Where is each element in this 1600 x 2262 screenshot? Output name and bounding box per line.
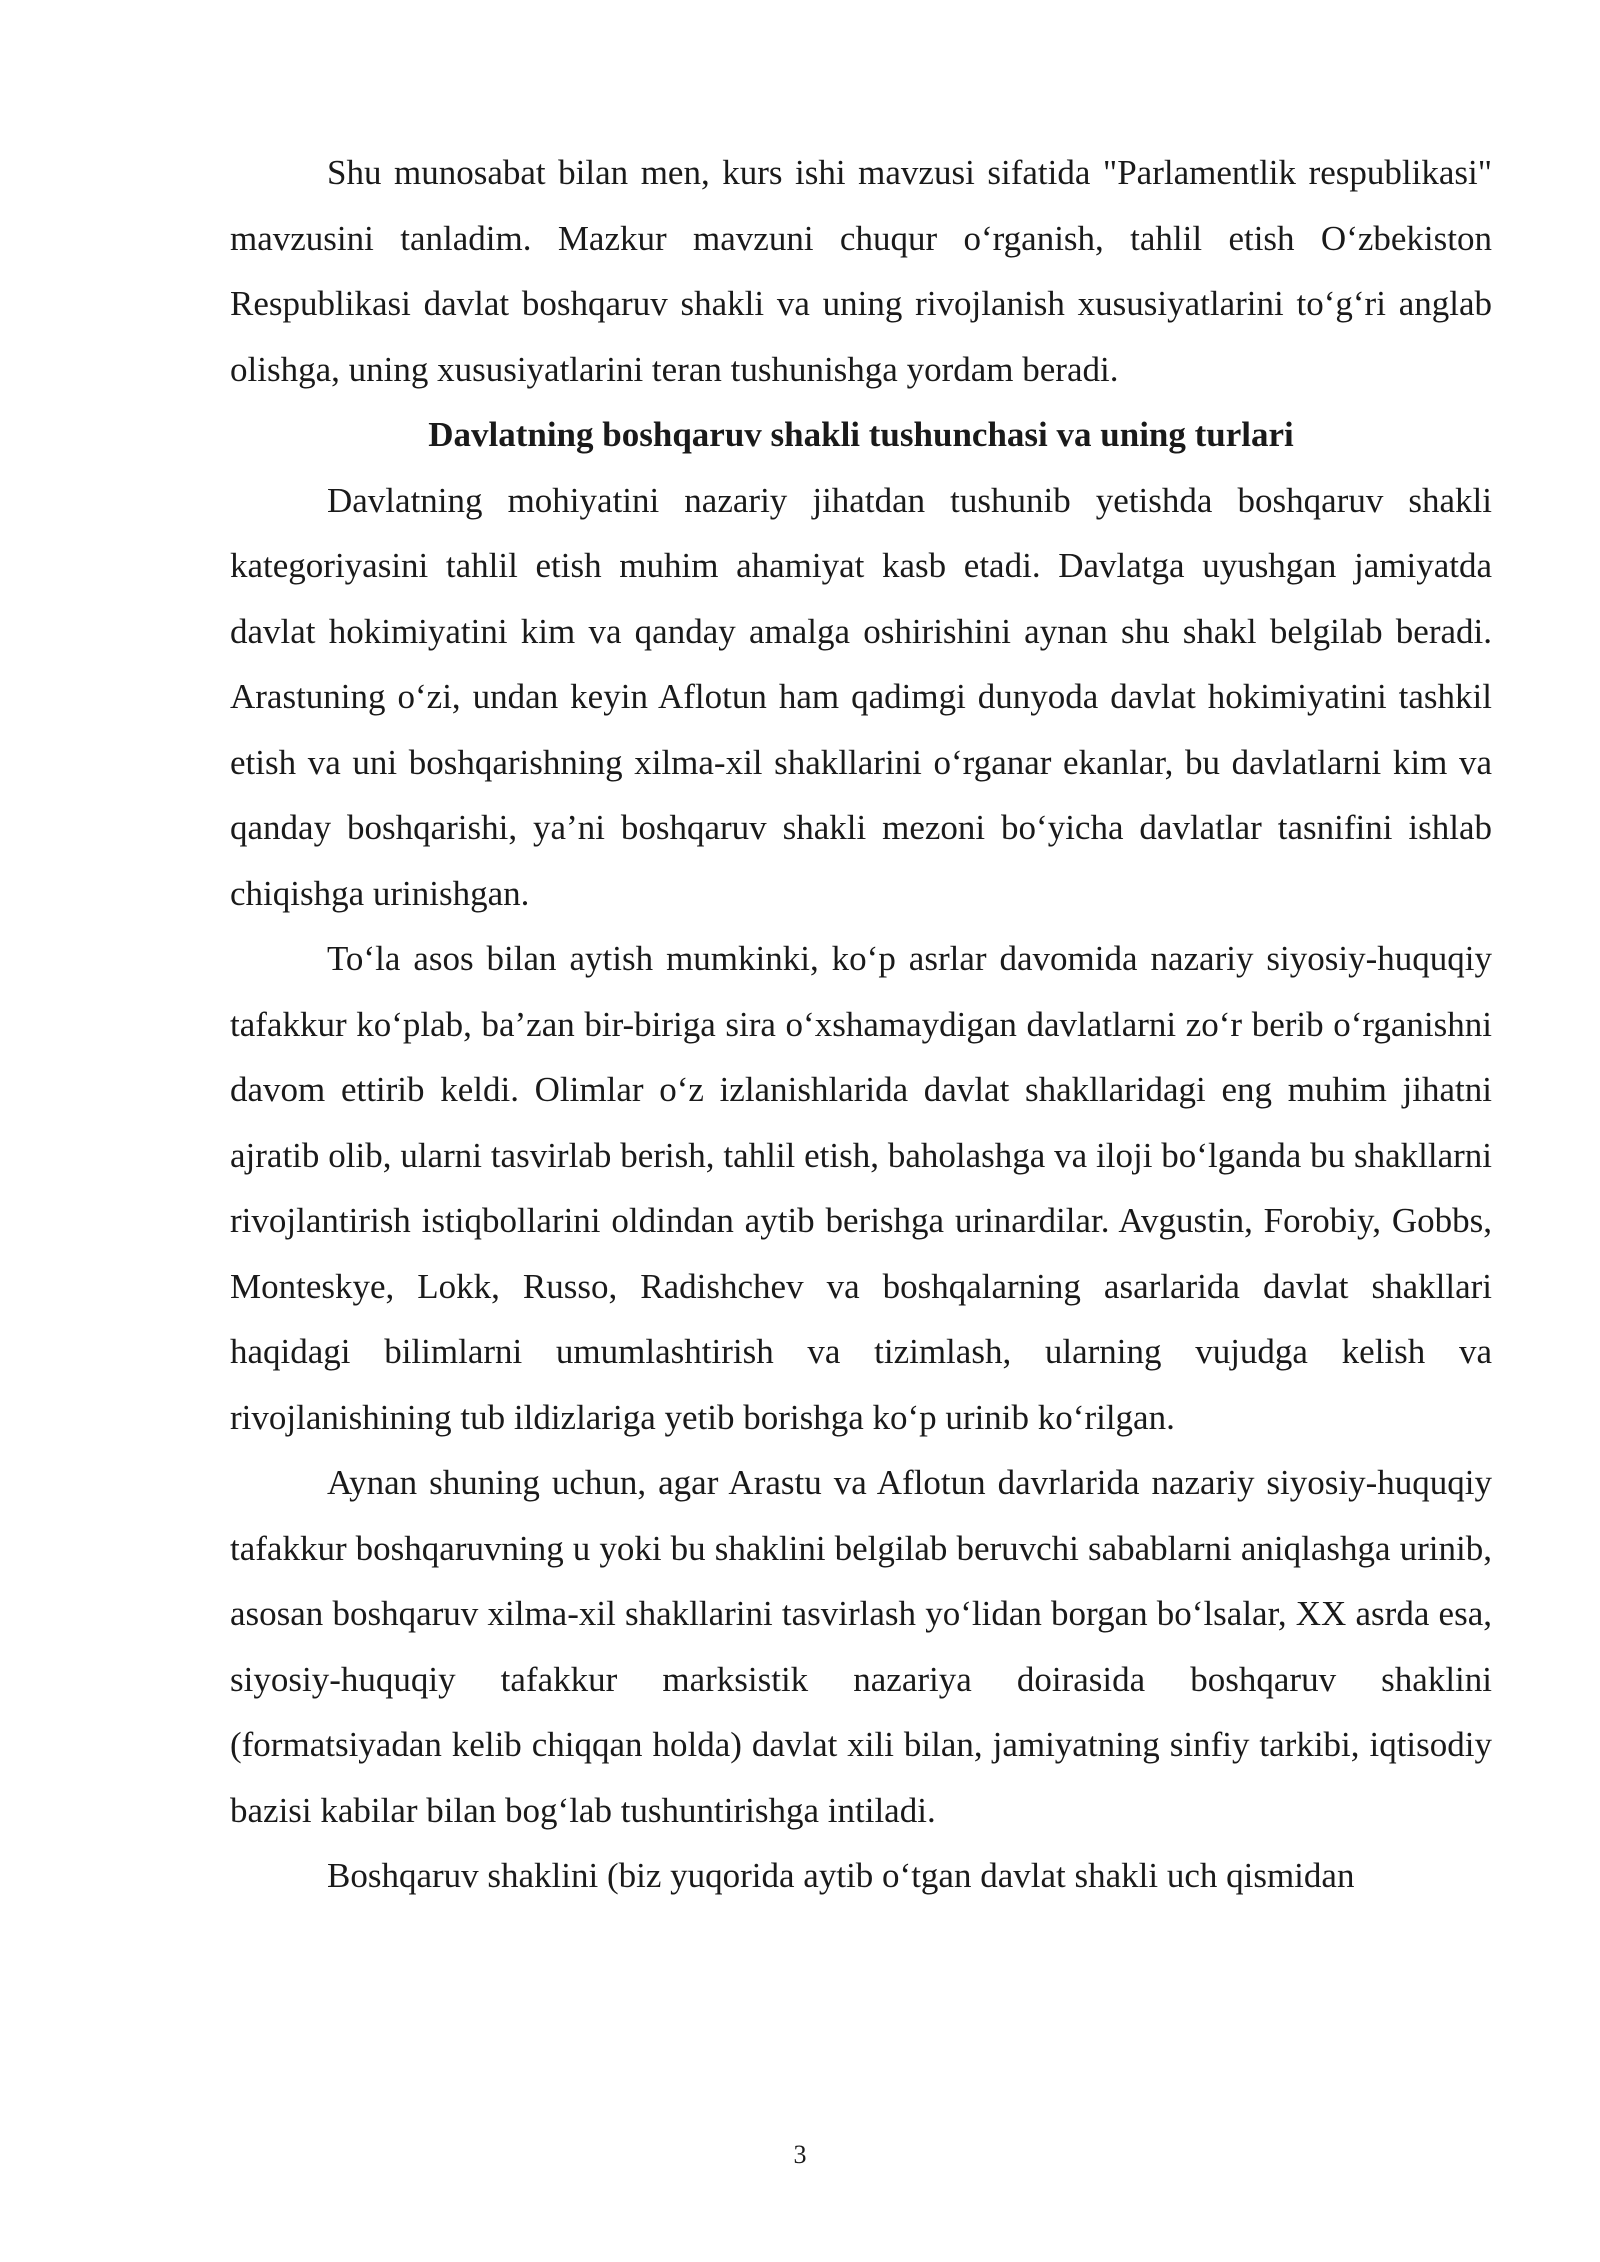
paragraph-1: Davlatning mohiyatini nazariy jihatdan tushunib yetishda boshqaruv shakli kategoriyasini tahlil etish muhim ahamiyat kasb etadi. Davlatga uyushgan jamiyatda davlat hokimiyatini kim va qanday amalga oshirishini aynan shu shakl belgilab beradi. Arastuning o‘zi, undan keyin Aflotun ham qadimgi dunyoda davlat hokimiyatini tashkil etish va uni boshqarishning xilma-xil shakllarini o‘rganar ekanlar, bu davlatlarni kim va qanday boshqarishi, ya’ni boshqaruv shakli mezoni bo‘yicha davlatlar tasnifini ishlab chiqishga urinishgan. xyxy=(230,480,1492,913)
section-heading: Davlatning boshqaruv shakli tushunchasi va uning turlari xyxy=(428,415,1294,454)
paragraph-intro: Shu munosabat bilan men, kurs ishi mavzusi sifatida "Parlamentlik respublikasi" mavzusini tanladim. Mazkur mavzuni chuqur o‘rganish, tahlil etish O‘zbekiston Respublikasi davlat boshqaruv shakli va uning rivojlanish xususiyatlarini to‘g‘ri anglab olishga, uning xususiyatlarini teran tushunishga yordam beradi. xyxy=(230,153,1492,389)
page-body xyxy=(230,140,1492,1909)
paragraph-3: Aynan shuning uchun, agar Arastu va Aflotun davrlarida nazariy siyosiy-huquqiy tafakkur boshqaruvning u yoki bu shaklini belgilab beruvchi sabablarni aniqlashga urinib, asosan boshqaruv xilma-xil shakllarini tasvirlash yo‘lidan borgan bo‘lsalar, XX asrda esa, siyosiy-huquqiy tafakkur marksistik nazariya doirasida boshqaruv shaklini (formatsiyadan kelib chiqqan holda) davlat xili bilan, jamiyatning sinfiy tarkibi, iqtisodiy bazisi kabilar bilan bog‘lab tushuntirishga intiladi. xyxy=(230,1463,1492,1830)
page-number: 3 xyxy=(793,2140,807,2169)
paragraph-4: Boshqaruv shaklini (biz yuqorida aytib o‘tgan davlat shakli uch qismidan xyxy=(327,1856,1355,1895)
paragraph-2: To‘la asos bilan aytish mumkinki, ko‘p asrlar davomida nazariy siyosiy-huquqiy tafakkur ko‘plab, ba’zan bir-biriga sira o‘xshamaydigan davlatlarni zo‘r berib o‘rganishni davom ettirib keldi. Olimlar o‘z izlanishlarida davlat shakllaridagi eng muhim jihatni ajratib olib, ularni tasvirlab berish, tahlil etish, baholashga va iloji bo‘lganda bu shakllarni rivojlantirish istiqbollarini oldindan aytib berishga urinardilar. Avgustin, Forobiy, Gobbs, Monteskye, Lokk, Russo, Radishchev va boshqalarning asarlarida davlat shakllari haqidagi bilimlarni umumlashtirish va tizimlash, ularning vujudga kelish va rivojlanishining tub ildizlariga yetib borishga ko‘p urinib ko‘rilgan. xyxy=(230,939,1492,1437)
